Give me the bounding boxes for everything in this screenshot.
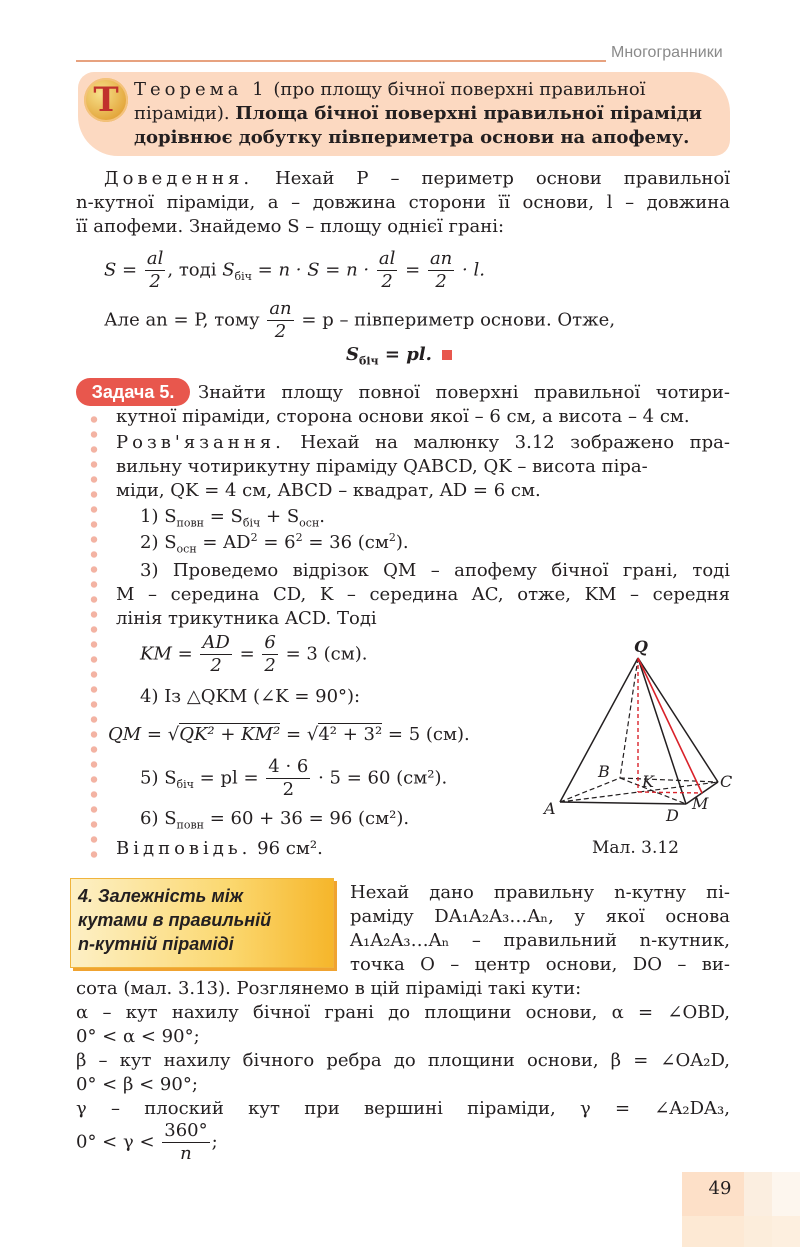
solution-line-3: міди, QK = 4 см, ABCD – квадрат, AD = 6 см. xyxy=(116,480,541,501)
proof-line-1: Доведення. Нехай P – периметр основи правильної xyxy=(104,168,730,189)
step-2: 2) $S_{осн} = AD^2 = 6^2 = 36$ $(см^2)$. xyxy=(140,531,409,556)
proof-formula-1: S = $\frac{al}{2}$ , тоді $S_{біч} = n \cdot S = n$ · $\frac{al}{2}$ = $\frac{an}{2}$ · l. xyxy=(104,248,485,292)
label-B: B xyxy=(598,762,610,781)
body-line-3: A₁A₂A₃…Aₙ – правильний n-кутник, xyxy=(350,930,730,951)
figure-caption: Мал. 3.12 xyxy=(592,838,680,858)
qm-formula: QM = √QK² + KM² = √4² + 3² = 5 (см). xyxy=(108,724,470,745)
end-of-proof-icon xyxy=(442,350,452,360)
label-Q: Q xyxy=(634,637,648,656)
pyramid-figure xyxy=(536,636,736,836)
task-margin-dots xyxy=(90,412,98,860)
label-D: D xyxy=(666,806,679,825)
body-line-8: β – кут нахилу бічного ребра до площини основи, β = ∠OA₂D, xyxy=(76,1050,730,1071)
proof-line-4: Але an = P, тому $\frac{an}{2}$ = p – півпериметр основи. Отже, xyxy=(104,298,616,342)
step-3-line-2: M – середина CD, K – середина AC, отже, KM – середня xyxy=(116,584,730,605)
step-3-line-3: лінія трикутника ACD. Тоді xyxy=(116,608,377,629)
body-line-4: точка O – центр основи, DO – ви- xyxy=(350,954,730,975)
proof-line-2: n-кутної піраміди, a – довжина сторони її основи, l – довжина xyxy=(76,192,730,213)
label-A: A xyxy=(544,799,556,818)
theorem-badge-icon: T xyxy=(84,78,128,122)
edge-AB xyxy=(560,778,620,802)
solution-line-2: вильну чотирикутну піраміду QABCD, QK – висота пірa- xyxy=(116,456,648,477)
theorem-text: Теорема 1 (про площу бічної поверхні правильної піраміди). Площа бічної поверхні правильної піраміди дорівнює добутку півпериметра основи на апофему. xyxy=(134,79,703,148)
step-5: 5) $S_{біч}$ = pl = $\frac{4 \cdot 6}{2}$ · 5 = 60 (см²). xyxy=(140,756,448,800)
body-line-6: α – кут нахилу бічної грані до площини основи, α = ∠OBD, xyxy=(76,1002,730,1023)
label-M: M xyxy=(692,794,709,813)
page-number: 49 xyxy=(708,1178,732,1199)
edge-QC xyxy=(638,658,718,782)
solution-line-1: Розв'язання. Нехай на малюнку 3.12 зображено пра- xyxy=(116,432,730,453)
running-header: Многогранники xyxy=(611,44,723,61)
body-line-10: γ – плоский кут при вершині піраміди, γ = ∠A₂DA₃, xyxy=(76,1098,730,1119)
header-rule xyxy=(76,60,606,62)
step-3-line-1: 3) Проведемо відрізок QM – апофему бічної грані, тоді xyxy=(140,560,730,581)
edge-AD xyxy=(560,802,686,804)
sqrt-icon: √ xyxy=(167,724,180,745)
task-line-1: Знайти площу повної поверхні правильної чотири- xyxy=(198,382,730,403)
proof-result: $S_{біч}$ = pl. xyxy=(346,342,452,368)
body-line-7: 0° < α < 90°; xyxy=(76,1026,200,1047)
km-formula: KM = $\frac{AD}{2}$ = $\frac{6}{2}$ = 3 (см). xyxy=(140,632,368,676)
proof-line-3: її апофеми. Знайдемо S – площу однієї грані: xyxy=(76,216,505,237)
body-line-1: Нехай дано правильну n-кутну пі- xyxy=(350,882,730,903)
label-C: C xyxy=(720,772,733,791)
sqrt-icon: √ xyxy=(306,724,319,745)
body-line-5: сота (мал. 3.13). Розглянемо в цій піраміді такі кути: xyxy=(76,978,582,999)
body-line-11: 0° < γ < $\frac{360^\circ}{n}$ ; xyxy=(76,1120,218,1164)
section-heading: 4. Залежність між кутами в правильній n-кутній піраміді xyxy=(78,886,272,954)
task-label: Задача 5. xyxy=(76,378,190,406)
task-line-2: кутної піраміди, сторона основи якої – 6 см, а висота – 4 см. xyxy=(116,406,690,427)
answer: Відповідь. 96 см². xyxy=(116,838,323,859)
step-4: 4) Із △QKM (∠K = 90°): xyxy=(140,686,361,707)
label-K: K xyxy=(642,772,654,791)
segment-KM xyxy=(638,792,702,793)
edge-BC xyxy=(620,778,718,782)
body-line-9: 0° < β < 90°; xyxy=(76,1074,198,1095)
body-line-2: раміду DA₁A₂A₃…Aₙ, у якої основа xyxy=(350,906,730,927)
step-1: 1) $S_{повн} = S_{біч} + S_{осн}$. xyxy=(140,506,326,530)
step-6: 6) $S_{повн} = 60 + 36 = 96$ (см²). xyxy=(140,808,410,832)
